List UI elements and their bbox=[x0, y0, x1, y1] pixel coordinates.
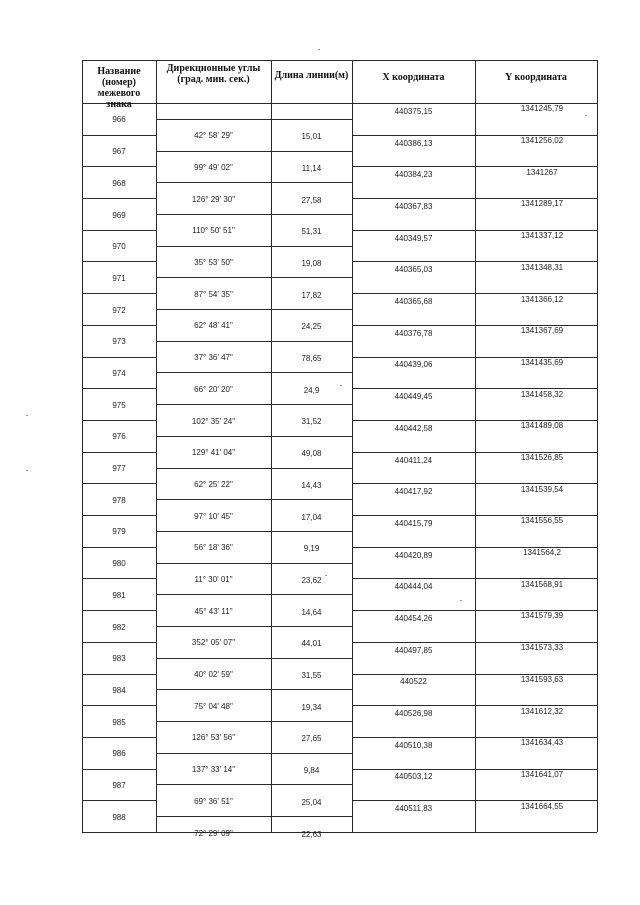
row-rule bbox=[82, 610, 156, 611]
x-coordinate: 440454,26 bbox=[394, 614, 433, 623]
line-length: 31,55 bbox=[301, 671, 322, 681]
row-rule bbox=[156, 341, 352, 342]
row-rule bbox=[156, 182, 352, 183]
header-angle: Дирекционные углы (град. мин. сек.) bbox=[166, 63, 261, 85]
point-name: 970 bbox=[112, 242, 126, 252]
direction-angle: 66° 20' 20" bbox=[194, 384, 233, 394]
direction-angle: 72° 29' 09" bbox=[194, 828, 233, 838]
point-name: 975 bbox=[112, 400, 126, 410]
line-length: 14,43 bbox=[301, 480, 322, 490]
y-coordinate: 1341289,17 bbox=[520, 199, 564, 209]
y-coordinate: 1341556,55 bbox=[520, 516, 564, 526]
point-name: 972 bbox=[112, 305, 126, 315]
y-coordinate: 1341664,55 bbox=[520, 801, 564, 811]
row-rule bbox=[82, 737, 156, 738]
point-name: 976 bbox=[112, 432, 126, 442]
y-coordinate: 1341337,12 bbox=[520, 231, 564, 241]
scan-speck bbox=[585, 115, 587, 116]
scan-speck bbox=[340, 385, 342, 386]
direction-angle: 126° 53' 56" bbox=[191, 733, 236, 743]
row-rule bbox=[82, 230, 156, 231]
column-rule bbox=[352, 60, 353, 832]
direction-angle: 126° 29' 30" bbox=[191, 194, 236, 204]
row-rule bbox=[82, 388, 156, 389]
point-name: 983 bbox=[112, 654, 126, 664]
line-length: 15,01 bbox=[301, 132, 322, 142]
x-coordinate: 440386,13 bbox=[394, 138, 433, 148]
y-coordinate: 1341568,91 bbox=[520, 579, 564, 589]
line-length: 22,63 bbox=[301, 829, 322, 839]
scan-speck bbox=[460, 600, 462, 601]
direction-angle: 87° 54' 35" bbox=[194, 289, 233, 299]
row-rule bbox=[156, 214, 352, 215]
y-coordinate: 1341539,54 bbox=[520, 484, 564, 494]
column-rule bbox=[271, 60, 272, 832]
x-coordinate: 440497,85 bbox=[394, 645, 433, 655]
row-rule bbox=[156, 277, 352, 278]
y-coordinate: 1341489,08 bbox=[520, 421, 564, 431]
point-name: 968 bbox=[112, 178, 126, 188]
direction-angle: 42° 58' 29" bbox=[194, 131, 233, 141]
row-rule bbox=[82, 769, 156, 770]
x-coordinate: 440522 bbox=[400, 677, 427, 687]
direction-angle: 75° 04' 48" bbox=[194, 701, 233, 711]
direction-angle: 99° 49' 02" bbox=[194, 162, 233, 172]
row-rule bbox=[156, 468, 352, 469]
line-length: 9,19 bbox=[303, 544, 320, 554]
row-rule bbox=[82, 452, 156, 453]
point-name: 979 bbox=[112, 527, 126, 537]
direction-angle: 62° 25' 22" bbox=[194, 479, 233, 489]
x-coordinate: 440439,06 bbox=[394, 360, 433, 370]
point-name: 981 bbox=[112, 590, 126, 600]
row-rule bbox=[156, 531, 352, 532]
point-name: 984 bbox=[112, 685, 126, 695]
scan-speck bbox=[26, 415, 28, 416]
row-rule bbox=[82, 483, 156, 484]
x-coordinate: 440420,89 bbox=[394, 550, 433, 560]
row-rule bbox=[82, 293, 156, 294]
line-length: 23,62 bbox=[301, 575, 322, 585]
line-length: 17,82 bbox=[301, 290, 322, 300]
x-coordinate: 440411,24 bbox=[394, 455, 433, 465]
row-rule bbox=[156, 246, 352, 247]
row-rule bbox=[82, 261, 156, 262]
y-coordinate: 1341564,2 bbox=[523, 548, 561, 558]
row-rule bbox=[156, 626, 352, 627]
direction-angle: 69° 36' 51" bbox=[194, 796, 233, 806]
line-length: 25,04 bbox=[301, 797, 322, 807]
row-rule bbox=[156, 563, 352, 564]
header-y: Y координата bbox=[505, 72, 567, 83]
y-coordinate: 1341641,07 bbox=[520, 769, 564, 779]
line-length: 27,58 bbox=[301, 195, 322, 205]
x-coordinate: 440349,57 bbox=[394, 233, 433, 243]
row-rule bbox=[82, 135, 156, 136]
x-coordinate: 440503,12 bbox=[394, 772, 433, 782]
point-name: 980 bbox=[112, 559, 126, 569]
row-rule bbox=[82, 674, 156, 675]
x-coordinate: 440511,83 bbox=[394, 804, 433, 814]
point-name: 966 bbox=[112, 115, 126, 125]
direction-angle: 97° 10' 45" bbox=[194, 511, 233, 521]
line-length: 9,84 bbox=[303, 766, 320, 776]
x-coordinate: 440444,04 bbox=[394, 582, 433, 592]
column-rule bbox=[597, 60, 598, 832]
x-coordinate: 440365,03 bbox=[394, 265, 433, 275]
x-coordinate: 440526,98 bbox=[394, 709, 433, 719]
line-length: 78,65 bbox=[301, 354, 322, 364]
row-rule bbox=[82, 705, 156, 706]
point-name: 982 bbox=[112, 622, 126, 632]
row-rule bbox=[156, 594, 352, 595]
line-length: 31,52 bbox=[301, 417, 322, 427]
line-length: 27,65 bbox=[301, 734, 322, 744]
row-rule bbox=[82, 420, 156, 421]
point-name: 988 bbox=[112, 812, 126, 822]
row-rule bbox=[156, 721, 352, 722]
row-rule bbox=[156, 404, 352, 405]
direction-angle: 137° 33' 14" bbox=[191, 765, 236, 775]
scan-speck bbox=[325, 575, 327, 576]
column-rule bbox=[82, 60, 83, 832]
direction-angle: 129° 41' 04" bbox=[191, 448, 236, 458]
direction-angle: 37° 36' 47" bbox=[194, 353, 233, 363]
x-coordinate: 440449,45 bbox=[394, 392, 433, 402]
header-name: Название (номер) межевого знака bbox=[97, 66, 141, 110]
row-rule bbox=[82, 198, 156, 199]
row-rule bbox=[82, 166, 156, 167]
line-length: 19,34 bbox=[301, 702, 322, 712]
row-rule bbox=[156, 309, 352, 310]
row-rule bbox=[156, 816, 352, 817]
point-name: 986 bbox=[112, 749, 126, 759]
line-length: 51,31 bbox=[301, 227, 322, 237]
point-name: 978 bbox=[112, 495, 126, 505]
row-rule bbox=[82, 547, 156, 548]
x-coordinate: 440510,38 bbox=[394, 740, 433, 750]
y-coordinate: 1341458,32 bbox=[520, 389, 564, 399]
direction-angle: 62° 48' 41" bbox=[194, 321, 233, 331]
x-coordinate: 440365,68 bbox=[394, 297, 433, 307]
row-rule bbox=[82, 578, 156, 579]
point-name: 973 bbox=[112, 337, 126, 347]
row-rule bbox=[156, 658, 352, 659]
direction-angle: 45° 43' 11" bbox=[194, 606, 233, 616]
column-rule bbox=[475, 60, 476, 832]
y-coordinate: 1341348,31 bbox=[520, 262, 564, 272]
row-rule bbox=[156, 436, 352, 437]
line-length: 14,64 bbox=[301, 607, 322, 617]
row-rule bbox=[156, 499, 352, 500]
y-coordinate: 1341634,43 bbox=[520, 738, 564, 748]
x-coordinate: 440417,92 bbox=[394, 487, 433, 497]
y-coordinate: 1341245,79 bbox=[520, 104, 564, 114]
y-coordinate: 1341366,12 bbox=[520, 294, 564, 304]
point-name: 977 bbox=[112, 464, 126, 474]
y-coordinate: 1341256,02 bbox=[520, 136, 564, 146]
x-coordinate: 440375,15 bbox=[394, 106, 433, 116]
row-rule bbox=[156, 372, 352, 373]
scan-speck bbox=[26, 470, 28, 471]
direction-angle: 11° 30' 01" bbox=[194, 575, 233, 585]
point-name: 985 bbox=[112, 717, 126, 727]
y-coordinate: 1341579,39 bbox=[520, 611, 564, 621]
scan-speck bbox=[318, 49, 320, 50]
row-rule bbox=[156, 151, 352, 152]
row-rule bbox=[156, 119, 352, 120]
y-coordinate: 1341267 bbox=[526, 167, 558, 177]
point-name: 987 bbox=[112, 781, 126, 791]
table-top-rule bbox=[82, 60, 597, 61]
line-length: 44,01 bbox=[301, 639, 322, 649]
x-coordinate: 440442,58 bbox=[394, 423, 433, 433]
point-name: 971 bbox=[112, 273, 126, 283]
direction-angle: 102° 35' 24" bbox=[191, 416, 236, 426]
row-rule bbox=[82, 642, 156, 643]
direction-angle: 35° 53' 50" bbox=[194, 258, 233, 268]
header-x: X координата bbox=[382, 72, 445, 83]
direction-angle: 56° 18' 36" bbox=[194, 543, 233, 553]
row-rule bbox=[82, 515, 156, 516]
direction-angle: 352° 05' 07" bbox=[191, 638, 236, 648]
row-rule bbox=[156, 784, 352, 785]
x-coordinate: 440384,23 bbox=[394, 170, 433, 180]
column-rule bbox=[156, 60, 157, 832]
row-rule bbox=[156, 753, 352, 754]
x-coordinate: 440415,79 bbox=[394, 518, 433, 528]
header-length: Длина линии(м) bbox=[274, 70, 349, 81]
y-coordinate: 1341526,85 bbox=[520, 452, 564, 462]
point-name: 969 bbox=[112, 210, 126, 220]
y-coordinate: 1341612,32 bbox=[520, 706, 564, 716]
line-length: 24,9 bbox=[303, 385, 320, 395]
point-name: 967 bbox=[112, 147, 126, 157]
y-coordinate: 1341593,63 bbox=[520, 674, 564, 684]
y-coordinate: 1341367,69 bbox=[520, 326, 564, 336]
row-rule bbox=[82, 357, 156, 358]
direction-angle: 110° 50' 51" bbox=[192, 226, 235, 236]
row-rule bbox=[156, 689, 352, 690]
x-coordinate: 440367,83 bbox=[394, 201, 433, 211]
y-coordinate: 1341573,33 bbox=[520, 643, 564, 653]
point-name: 974 bbox=[112, 368, 126, 378]
line-length: 17,04 bbox=[301, 512, 322, 522]
x-coordinate: 440376,78 bbox=[394, 328, 433, 338]
y-coordinate: 1341435,69 bbox=[520, 357, 564, 367]
line-length: 11,14 bbox=[301, 163, 322, 173]
row-rule bbox=[82, 325, 156, 326]
direction-angle: 40° 02' 59" bbox=[194, 670, 233, 680]
line-length: 19,08 bbox=[301, 259, 322, 268]
line-length: 49,08 bbox=[301, 449, 322, 459]
line-length: 24,25 bbox=[301, 322, 322, 332]
row-rule bbox=[82, 800, 156, 801]
